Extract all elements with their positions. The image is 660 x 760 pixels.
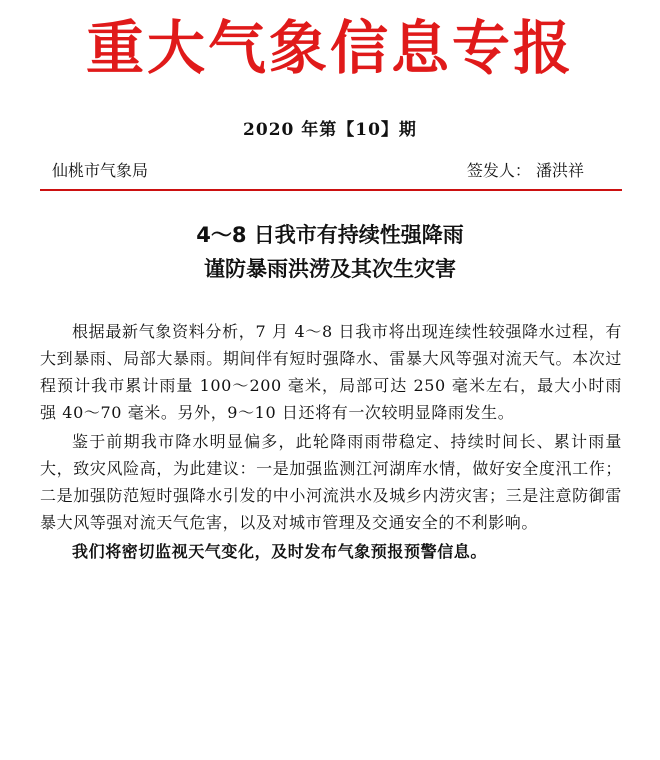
closing-statement: 我们将密切监视天气变化，及时发布气象预报预警信息。 [72,542,488,561]
headline-line-1: 4～8 日我市有持续性强降雨 [196,223,464,247]
meta-row [40,158,622,184]
masthead-title: 重大气象信息专报 [85,14,574,82]
red-divider [40,189,622,191]
body-paragraph-1: 根据最新气象资料分析，7 月 4～8 日我市将出现连续性较强降水过程，有大到暴雨、局部大暴雨。期间伴有短时强降水、雷暴大风等强对流天气。本次过程预计我市累计雨量 100～200 毫米，局部可达 250 毫米左右，最大小时雨强 40～70 毫米。另外，9～10 日还将有一次较明显降雨发生。 [40,322,622,422]
signer: 签发人： 潘洪祥 [466,161,584,180]
body-paragraph-2: 鉴于前期我市降水明显偏多，此轮降雨雨带稳定、持续时间长、累计雨量大，致灾风险高，为此建议：一是加强监测江河湖库水情，做好安全度汛工作；二是加强防范短时强降水引发的中小河流洪水及城乡内涝灾害；三是注意防御雷暴大风等强对流天气危害，以及对城市管理及交通安全的不利影响。 [40,432,622,532]
body-text [40,318,622,565]
headline [0,218,660,286]
headline-line-2: 谨防暴雨洪涝及其次生灾害 [204,257,456,281]
issuer: 仙桃市气象局 [52,161,149,180]
issue-number: 2020 年第【10】期 [243,120,417,140]
